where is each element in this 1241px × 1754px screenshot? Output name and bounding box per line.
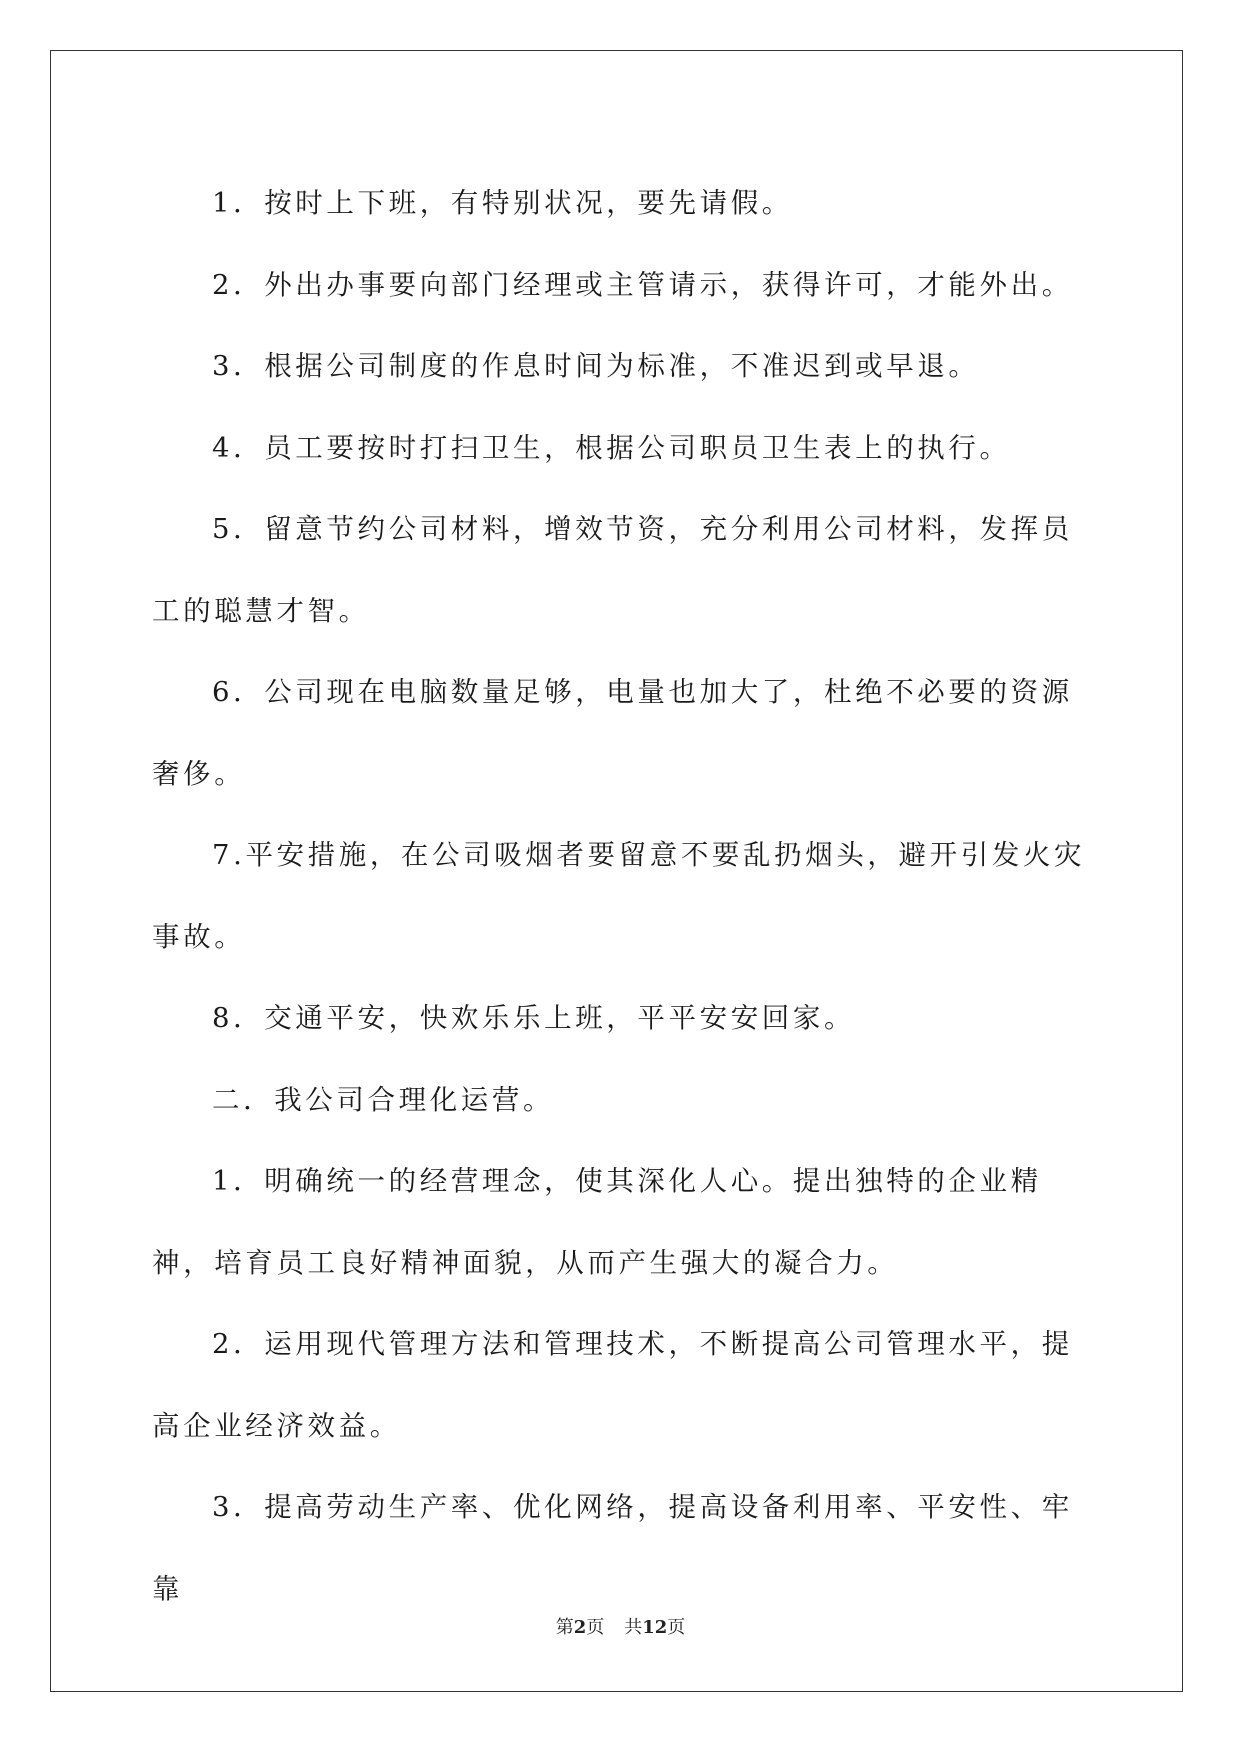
document-body — [152, 163, 1092, 1630]
paragraph-11: 3．提高劳动生产率、优化网络，提高设备利用率、平安性、牢靠 — [152, 1491, 1073, 1605]
paragraph-2: 2．外出办事要向部门经理或主管请示，获得许可，才能外出。 — [212, 268, 1073, 301]
paragraph-1: 1．按时上下班，有特别状况，要先请假。 — [212, 187, 793, 219]
paragraph-4: 4．员工要按时打扫卫生，根据公司职员卫生表上的执行。 — [212, 431, 1011, 464]
paragraph-9: 1．明确统一的经营理念，使其深化人心。提出独特的企业精神，培育员工良好精神面貌，从而产生强大的凝合力。 — [152, 1165, 1042, 1279]
paragraph-6: 6．公司现在电脑数量足够，电量也加大了，杜绝不必要的资源奢侈。 — [152, 676, 1073, 790]
footer-total-prefix: 共 — [624, 1617, 643, 1638]
footer-total-suffix: 页 — [667, 1617, 686, 1638]
footer-page-suffix: 页 — [586, 1617, 605, 1638]
paragraph-7: 7.平安措施，在公司吸烟者要留意不要乱扔烟头，避开引发火灾事故。 — [152, 839, 1086, 953]
section-heading-2: 二．我公司合理化运营。 — [212, 1083, 555, 1116]
footer-prefix: 第 — [555, 1617, 574, 1638]
paragraph-3: 3．根据公司制度的作息时间为标准，不准迟到或早退。 — [212, 350, 980, 382]
page-footer — [0, 1613, 1241, 1639]
paragraph-8: 8．交通平安，快欢乐乐上班，平平安安回家。 — [212, 1002, 856, 1034]
footer-page-number: 2 — [573, 1617, 587, 1638]
footer-total-pages: 12 — [642, 1617, 668, 1638]
paragraph-5: 5．留意节约公司材料，增效节资，充分利用公司材料，发挥员工的聪慧才智。 — [152, 513, 1073, 627]
paragraph-10: 2．运用现代管理方法和管理技术，不断提高公司管理水平，提高企业经济效益。 — [152, 1328, 1073, 1442]
